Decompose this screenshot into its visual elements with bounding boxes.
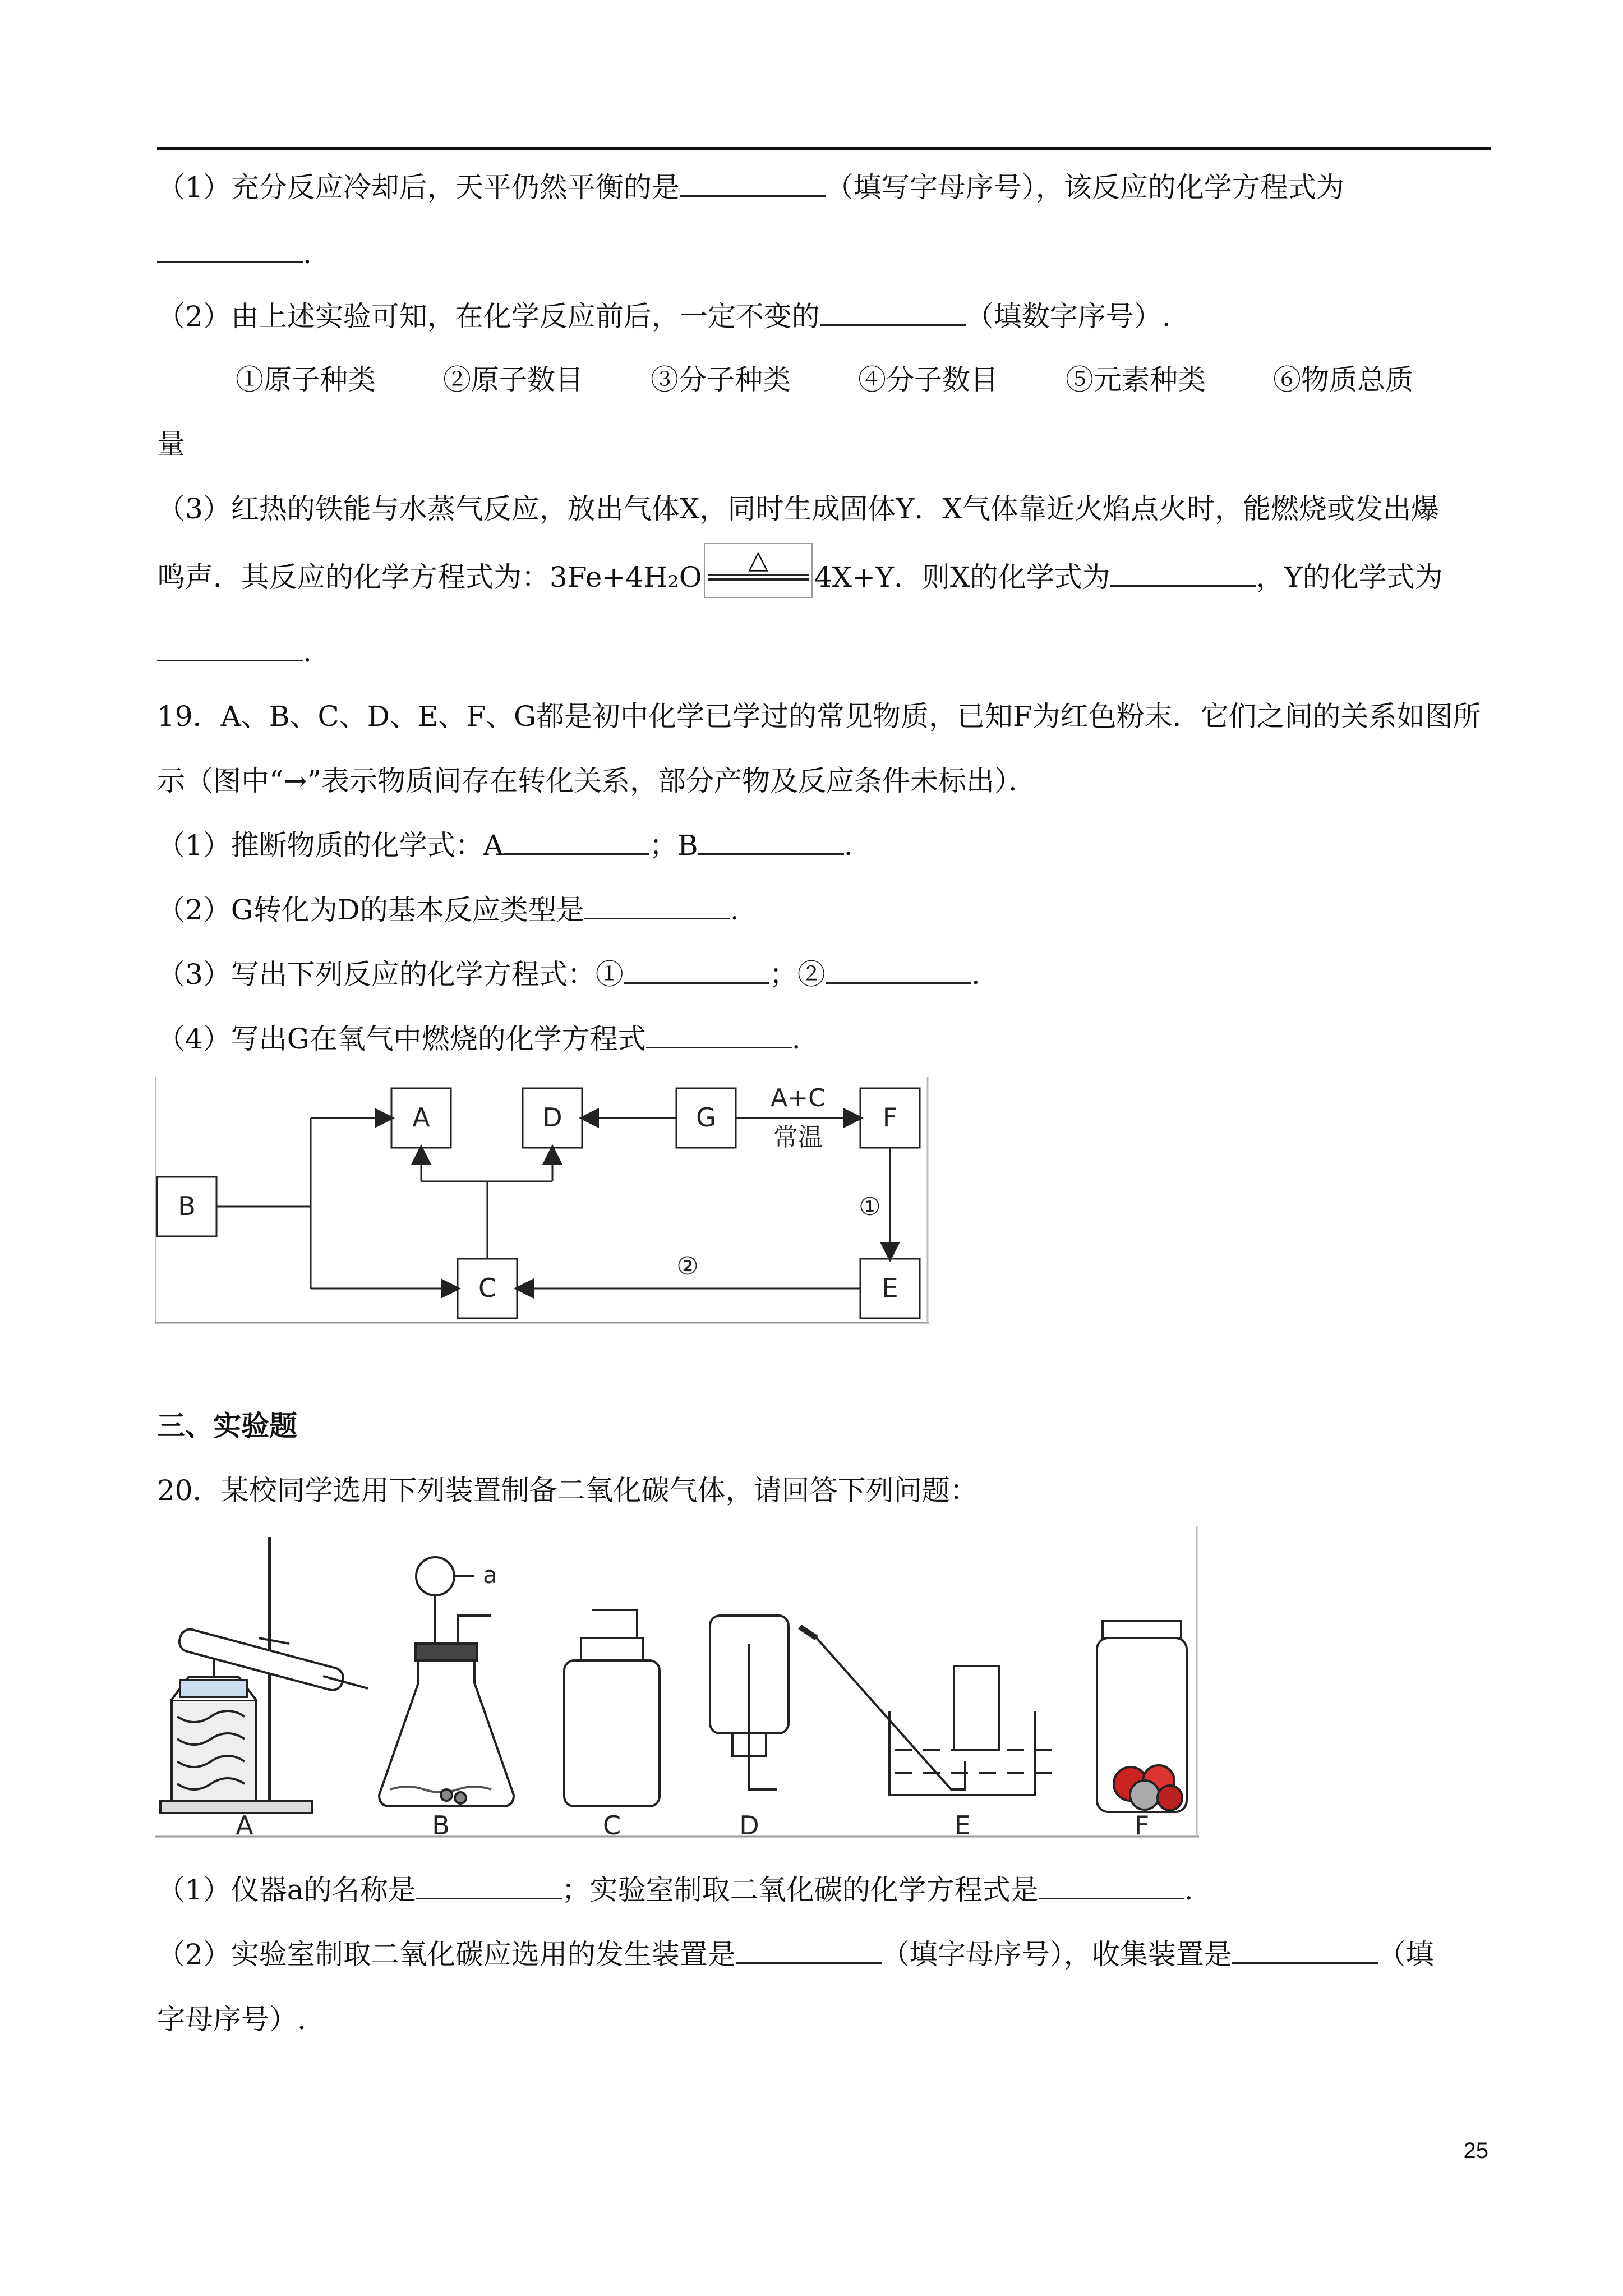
q20-p2-text: （2）实验室制取二氧化碳应选用的发生装置是 <box>157 1938 736 1971</box>
section-title: 三、实验题 <box>157 1410 297 1442</box>
answer-blank[interactable] <box>1232 1935 1378 1964</box>
q18-part2-text2: （填数字序号）. <box>965 300 1171 333</box>
q20-p2-text2: （填字母序号），收集装置是 <box>881 1938 1232 1971</box>
q19-part1 <box>157 826 853 863</box>
punct: . <box>843 829 853 862</box>
q18-part3-text: （3）红热的铁能与水蒸气反应，放出气体X，同时生成固体Y．X气体靠近火焰点火时，能燃烧或发出爆 <box>157 493 1440 525</box>
node-g: G <box>696 1102 716 1133</box>
q19-part4 <box>157 1020 801 1057</box>
q20-part2 <box>157 1935 1434 1972</box>
label-F: F <box>1134 1810 1150 1840</box>
q18-line-last <box>157 633 312 670</box>
option-3: ③分子种类 <box>651 364 791 396</box>
answer-blank[interactable] <box>1110 558 1256 587</box>
apparatus-figure <box>155 1526 1199 1840</box>
q19-p3-text2: ；② <box>769 958 826 991</box>
answer-blank[interactable] <box>504 826 649 855</box>
q18-line1 <box>157 168 1344 205</box>
label-a-pointer: a <box>483 1561 497 1589</box>
node-b: B <box>178 1191 196 1221</box>
q19-stem-line1: 19．A、B、C、D、E、F、G都是初中化学已学过的常见物质，已知F为红色粉末．它们之间的关系如图所 <box>157 700 1481 733</box>
page-number: 25 <box>1463 2138 1488 2163</box>
q18-line3 <box>157 297 1171 334</box>
q18-line2 <box>157 234 312 272</box>
answer-blank[interactable] <box>826 955 971 984</box>
label-E: E <box>954 1810 971 1840</box>
label-gf-bottom: 常温 <box>773 1123 823 1152</box>
option-2: ②原子数目 <box>443 364 583 396</box>
punct: . <box>1184 1874 1193 1906</box>
punct: . <box>303 237 312 270</box>
q20-p1-text: （1）仪器a的名称是 <box>157 1874 416 1906</box>
punct: . <box>791 1023 801 1055</box>
node-a: A <box>412 1102 430 1133</box>
q19-p4-text: （4）写出G在氧气中燃烧的化学方程式 <box>157 1023 646 1055</box>
equation-left: 鸣声．其反应的化学方程式为：3Fe+4H₂O <box>157 561 702 593</box>
q18-part2-text: （2）由上述实验可知，在化学反应前后，一定不变的 <box>157 300 820 333</box>
label-gf-top: A+C <box>771 1084 826 1112</box>
q20-p1-text2: ；实验室制取二氧化碳的化学方程式是 <box>561 1874 1039 1906</box>
label-D: D <box>739 1810 759 1840</box>
q20-part2-wrap: 字母序号）. <box>157 2003 306 2036</box>
q19-stem-line2: 示（图中“→”表示物质间存在转化关系，部分产物及反应条件未标出）． <box>157 765 1037 797</box>
answer-blank[interactable] <box>584 891 730 919</box>
answer-blank[interactable] <box>624 955 769 984</box>
label-C: C <box>602 1810 621 1840</box>
equation-right: 4X+Y．则X的化学式为 <box>814 561 1110 593</box>
q19-p3-text: （3）写出下列反应的化学方程式：① <box>157 958 624 991</box>
answer-blank[interactable] <box>820 297 966 326</box>
option-1: ①原子种类 <box>236 364 376 396</box>
q20-p2-text3: （填 <box>1377 1938 1434 1971</box>
node-c: C <box>478 1273 497 1303</box>
equation-arrow <box>702 544 814 596</box>
relation-diagram <box>155 1077 929 1324</box>
q18-line-eq <box>157 544 1443 596</box>
q18-part1-text2: （填写字母序号），该反应的化学方程式为 <box>825 171 1344 204</box>
q19-p1-text2: ；B <box>649 829 698 862</box>
heat-symbol: △ <box>748 544 768 574</box>
label-fe: ① <box>859 1193 881 1221</box>
punct: . <box>971 958 980 991</box>
q20-part1 <box>157 1871 1193 1908</box>
option-4: ④分子数目 <box>858 364 998 396</box>
answer-blank[interactable] <box>157 234 303 263</box>
punct: . <box>730 894 739 926</box>
node-e: E <box>882 1273 898 1303</box>
option-5: ⑤元素种类 <box>1066 364 1206 396</box>
apparatus-f <box>1097 1621 1187 1812</box>
answer-blank[interactable] <box>157 633 303 661</box>
node-f: F <box>882 1102 898 1133</box>
label-A: A <box>236 1810 253 1840</box>
answer-blank[interactable] <box>698 826 844 855</box>
header-rule <box>157 147 1491 150</box>
node-d: D <box>542 1102 562 1133</box>
q19-p2-text: （2）G转化为D的基本反应类型是 <box>157 894 584 926</box>
q19-part3 <box>157 955 980 992</box>
answer-blank[interactable] <box>1039 1871 1184 1899</box>
q19-part2 <box>157 891 739 928</box>
q18-options <box>236 362 1413 398</box>
q18-part1-text: （1）充分反应冷却后，天平仍然平衡的是 <box>157 171 680 204</box>
label-ec: ② <box>676 1252 699 1281</box>
q19-p1-text: （1）推断物质的化学式：A <box>157 829 504 862</box>
answer-blank[interactable] <box>646 1020 792 1048</box>
answer-blank[interactable] <box>680 168 826 197</box>
punct: . <box>303 636 312 668</box>
label-B: B <box>432 1810 450 1840</box>
q18-y-text: ，Y的化学式为 <box>1256 561 1443 593</box>
option-6: ⑥物质总质 <box>1273 364 1413 396</box>
q20-stem: 20．某校同学选用下列装置制备二氧化碳气体，请回答下列问题： <box>157 1474 978 1507</box>
option-wrap: 量 <box>157 428 185 461</box>
answer-blank[interactable] <box>736 1935 882 1964</box>
answer-blank[interactable] <box>416 1871 562 1899</box>
